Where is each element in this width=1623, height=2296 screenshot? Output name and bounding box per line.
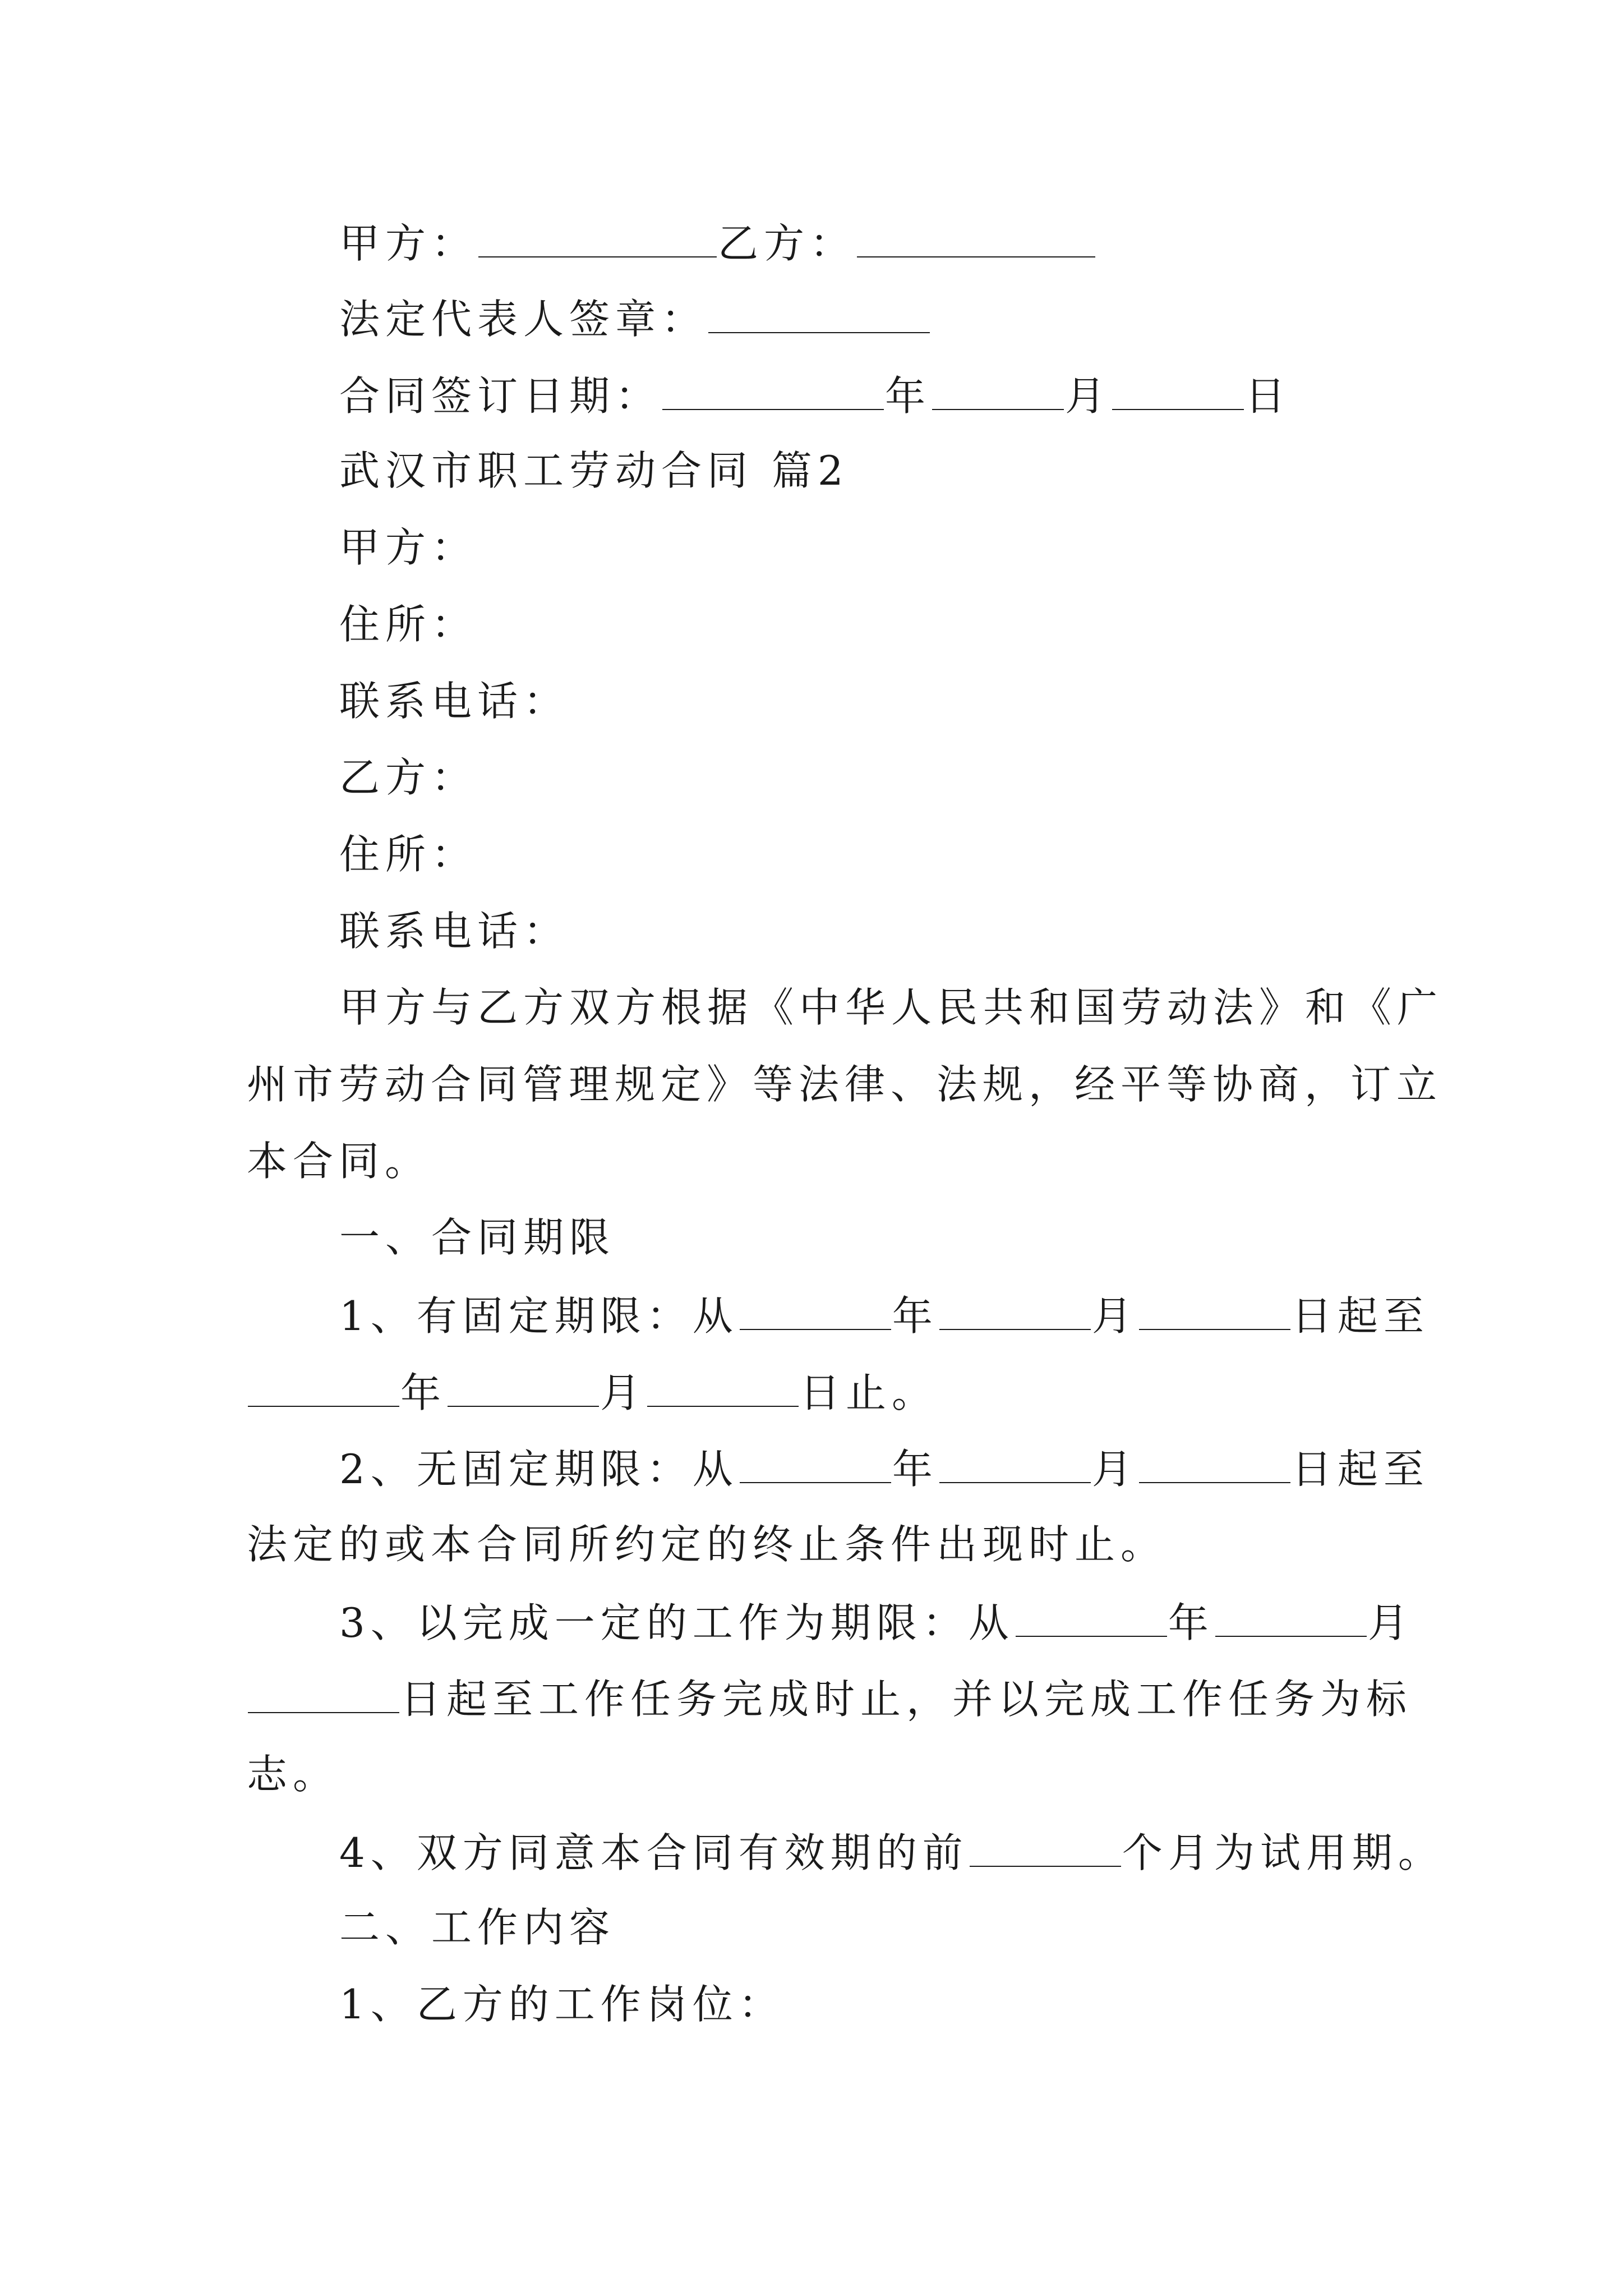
section-title: 武汉市职工劳动合同 篇2 <box>339 447 849 494</box>
term-item-3-line-3: 志。 <box>247 1751 339 1798</box>
term-1-end-year-blank[interactable] <box>248 1371 399 1407</box>
day-from-label: 日起至 <box>1291 1292 1430 1340</box>
party-a-phone-label: 联系电话： <box>339 678 570 725</box>
year-label: 年 <box>892 1446 938 1493</box>
month-label: 月 <box>1367 1599 1414 1646</box>
term-item-4-suffix: 个月为试用期。 <box>1122 1829 1444 1876</box>
legal-rep-line <box>339 296 931 343</box>
sign-date-label: 合同签订日期： <box>339 372 662 420</box>
work-heading: 二、工作内容 <box>339 1904 616 1951</box>
term-3-start-year-blank[interactable] <box>1016 1601 1167 1637</box>
probation-months-blank[interactable] <box>970 1831 1121 1867</box>
term-3-start-month-blank[interactable] <box>1215 1601 1367 1637</box>
party-a-address-label: 住所： <box>339 601 478 648</box>
sign-year-label: 年 <box>885 372 932 420</box>
sign-month-blank[interactable] <box>932 374 1064 410</box>
party-b-signature-label: 乙方： <box>718 220 856 267</box>
intro-line-2: 州市劳动合同管理规定》等法律、法规，经平等协商，订立 <box>247 1061 1443 1108</box>
term-1-start-month-blank[interactable] <box>939 1294 1091 1330</box>
sign-month-label: 月 <box>1065 372 1112 420</box>
year-label: 年 <box>1168 1599 1214 1646</box>
party-a-label: 甲方： <box>339 524 478 571</box>
sign-year-blank[interactable] <box>662 374 884 410</box>
term-2-start-year-blank[interactable] <box>740 1447 891 1483</box>
term-item-1-prefix: 1、有固定期限：从 <box>339 1292 739 1340</box>
term-item-3-prefix: 3、以完成一定的工作为期限：从 <box>339 1599 1015 1646</box>
sign-day-blank[interactable] <box>1112 374 1244 410</box>
legal-rep-blank[interactable] <box>708 297 930 333</box>
sign-day-label: 日 <box>1245 372 1292 420</box>
day-from-label: 日起至 <box>1291 1446 1430 1493</box>
day-end-label: 日止。 <box>800 1369 938 1416</box>
intro-line-3: 本合同。 <box>247 1138 431 1185</box>
term-3-start-day-blank[interactable] <box>248 1677 399 1713</box>
term-1-start-day-blank[interactable] <box>1139 1294 1290 1330</box>
party-b-signature-blank[interactable] <box>857 222 1095 257</box>
term-item-3-line-1 <box>339 1599 1414 1646</box>
signature-parties-line <box>339 220 1096 267</box>
year-label: 年 <box>892 1292 938 1340</box>
party-a-signature-blank[interactable] <box>478 222 717 257</box>
term-2-start-day-blank[interactable] <box>1139 1447 1290 1483</box>
legal-rep-label: 法定代表人签章： <box>339 296 708 343</box>
term-1-end-day-blank[interactable] <box>647 1371 799 1407</box>
term-1-start-year-blank[interactable] <box>740 1294 891 1330</box>
term-item-2-line-2: 法定的或本合同所约定的终止条件出现时止。 <box>247 1521 1167 1568</box>
term-item-1-line-2 <box>247 1369 938 1416</box>
term-item-3-line-2-text: 日起至工作任务完成时止，并以完成工作任务为标 <box>400 1676 1413 1723</box>
intro-line-1: 甲方与乙方双方根据《中华人民共和国劳动法》和《广 <box>339 984 1444 1031</box>
term-item-2-line-1 <box>339 1446 1430 1493</box>
party-b-phone-label: 联系电话： <box>339 908 570 955</box>
term-item-4 <box>339 1829 1444 1876</box>
term-2-start-month-blank[interactable] <box>939 1447 1091 1483</box>
party-b-label: 乙方： <box>339 754 478 801</box>
month-label: 月 <box>1091 1446 1138 1493</box>
term-item-4-prefix: 4、双方同意本合同有效期的前 <box>339 1829 969 1876</box>
term-item-1-line-1 <box>339 1292 1430 1340</box>
month-label: 月 <box>600 1369 647 1416</box>
party-a-signature-label: 甲方： <box>339 220 478 267</box>
term-1-end-month-blank[interactable] <box>448 1371 599 1407</box>
month-label: 月 <box>1091 1292 1138 1340</box>
term-item-3-line-2 <box>247 1676 1413 1723</box>
sign-date-line <box>339 372 1292 420</box>
year-label: 年 <box>400 1369 447 1416</box>
term-heading: 一、合同期限 <box>339 1214 616 1261</box>
term-item-2-prefix: 2、无固定期限：从 <box>339 1446 739 1493</box>
party-b-address-label: 住所： <box>339 831 478 878</box>
work-item-1: 1、乙方的工作岗位： <box>339 1981 785 2028</box>
